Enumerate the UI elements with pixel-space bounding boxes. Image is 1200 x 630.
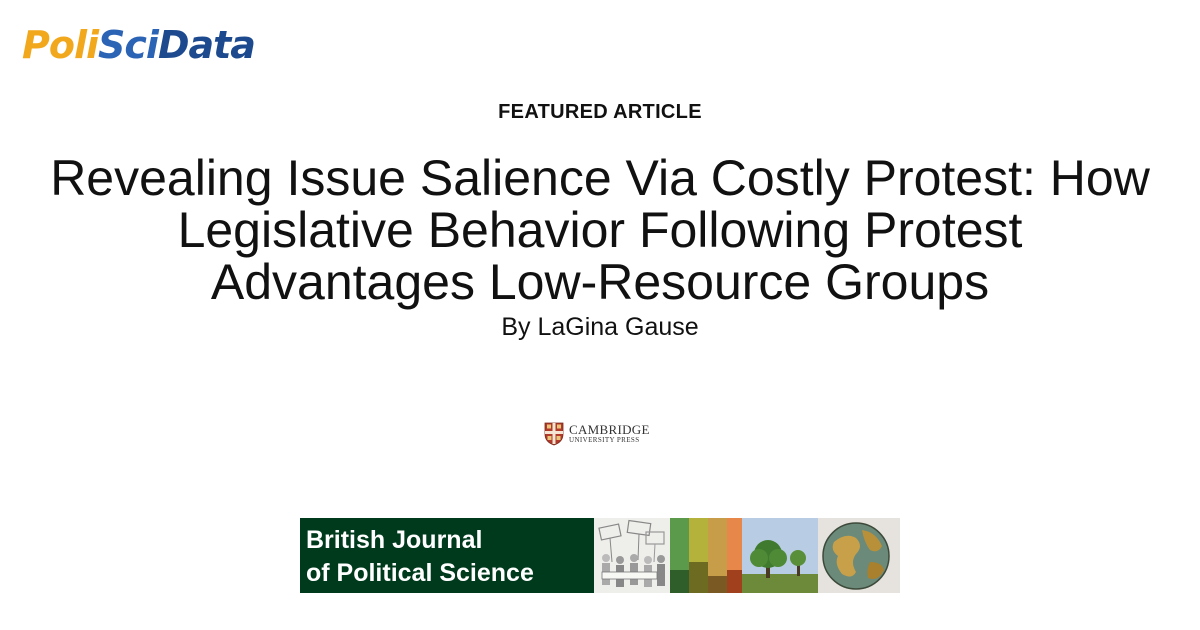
journal-title-line-1: British Journal (306, 526, 483, 554)
article-title: Revealing Issue Salience Via Costly Protest: How Legislative Behavior Following Protest Advantages Low-Resource Groups (50, 150, 1150, 310)
article-byline: By LaGina Gause (501, 313, 699, 341)
cambridge-name: CAMBRIDGE (569, 422, 650, 437)
featured-article-label: FEATURED ARTICLE (498, 101, 702, 123)
logo-part-poli: Poli (22, 23, 99, 67)
polisci-data-logo[interactable] (22, 22, 255, 68)
logo-part-data: Data (157, 23, 255, 67)
globe-image (818, 518, 900, 593)
journal-banner (300, 518, 900, 593)
journal-title (300, 518, 594, 593)
tree-landscape-image (742, 518, 818, 593)
logo-part-sci: Sci (98, 23, 158, 67)
cambridge-university-press-logo (544, 421, 650, 447)
cambridge-shield-icon (544, 422, 564, 446)
university-press-name: UNIVERSITY PRESS (569, 436, 640, 444)
journal-cover-artwork (594, 518, 900, 593)
journal-title-line-2: of Political Science (306, 559, 534, 587)
colored-blocks-image (670, 518, 742, 593)
protest-sketch-image (594, 518, 670, 593)
